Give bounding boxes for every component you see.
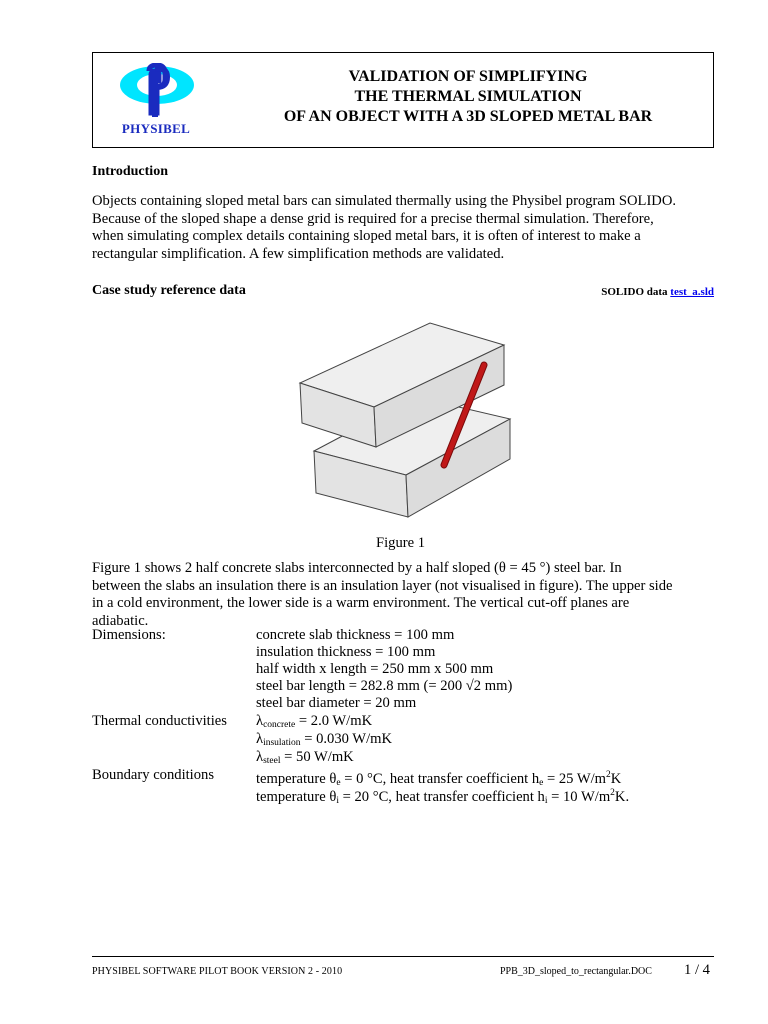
solido-data-reference bbox=[601, 286, 714, 298]
case-heading: Case study reference data bbox=[92, 283, 246, 298]
dimensions-label: Dimensions: bbox=[92, 627, 166, 643]
footer-document-name: PPB_3D_sloped_to_rectangular.DOC bbox=[500, 966, 652, 977]
description-line: Figure 1 shows 2 half concrete slabs interconnected by a half sloped (θ = 45 °) steel bar. In bbox=[92, 560, 622, 576]
sloped-bar-3d-drawing bbox=[280, 305, 520, 525]
intro-paragraph bbox=[92, 193, 722, 263]
solido-label: SOLIDO data bbox=[601, 286, 668, 298]
dimension-value: steel bar length = 282.8 mm (= 200 √2 mm) bbox=[256, 678, 513, 694]
conductivity-value: $\lambda_{insulation} = 0.030$ W/mK bbox=[256, 731, 393, 748]
figure-1-illustration bbox=[280, 305, 520, 525]
header-box bbox=[92, 52, 714, 148]
dimension-value: half width x length = 250 mm x 500 mm bbox=[256, 661, 494, 677]
solido-file-link[interactable]: test_a.sld bbox=[670, 286, 714, 298]
figure-caption: Figure 1 bbox=[376, 535, 426, 551]
intro-line: when simulating complex details containing sloped metal bars, it is often of interest to make a bbox=[92, 228, 641, 245]
title-line-2: THE THERMAL SIMULATION bbox=[354, 88, 582, 105]
description-line: adiabatic. bbox=[92, 612, 149, 629]
footer-book-title: PHYSIBEL SOFTWARE PILOT BOOK VERSION 2 - 2010 bbox=[92, 966, 343, 977]
intro-line: Objects containing sloped metal bars can simulated thermally using the Physibel program SOLIDO. bbox=[92, 193, 677, 209]
logo-text: PHYSIBEL bbox=[121, 121, 191, 136]
conductivity-value: $\lambda_{concrete} = 2.0$ W/mK bbox=[256, 713, 373, 730]
footer-divider bbox=[92, 956, 714, 957]
page-number: 1 / 4 bbox=[684, 962, 710, 978]
intro-line: Because of the sloped shape a dense grid is required for a precise thermal simulation. Therefore, bbox=[92, 210, 654, 227]
physibel-logo bbox=[111, 63, 201, 137]
dimension-value: insulation thickness = 100 mm bbox=[256, 644, 436, 660]
logo-phi-icon bbox=[119, 63, 195, 119]
dimension-value: concrete slab thickness = 100 mm bbox=[256, 627, 455, 643]
conductivity-value: $\lambda_{steel} = 50$ W/mK bbox=[256, 749, 354, 766]
conductivities-label: Thermal conductivities bbox=[92, 713, 227, 729]
intro-line: rectangular simplification. A few simplification methods are validated. bbox=[92, 245, 505, 262]
intro-heading: Introduction bbox=[92, 164, 168, 179]
title-line-3: OF AN OBJECT WITH A 3D SLOPED METAL BAR bbox=[283, 108, 653, 125]
boundary-value: temperature $\theta_i = 20$ °C, heat transfer coefficient $h_i = 10$ $W/m^2K$. bbox=[256, 788, 630, 806]
title-line-1: VALIDATION OF SIMPLIFYING bbox=[348, 68, 588, 85]
boundary-label: Boundary conditions bbox=[92, 767, 215, 783]
dimension-value: steel bar diameter = 20 mm bbox=[256, 695, 417, 711]
description-line: between the slabs an insulation there is an insulation layer (not visualised in figure). The upper side bbox=[92, 577, 673, 594]
description-line: in a cold environment, the lower side is a warm environment. The vertical cut-off planes are bbox=[92, 595, 630, 612]
document-title bbox=[233, 67, 703, 127]
figure-description bbox=[92, 560, 722, 630]
boundary-value: temperature $\theta_e = 0$ °C, heat transfer coefficient $h_e = 25$ $W/m^2K$ bbox=[256, 770, 622, 788]
